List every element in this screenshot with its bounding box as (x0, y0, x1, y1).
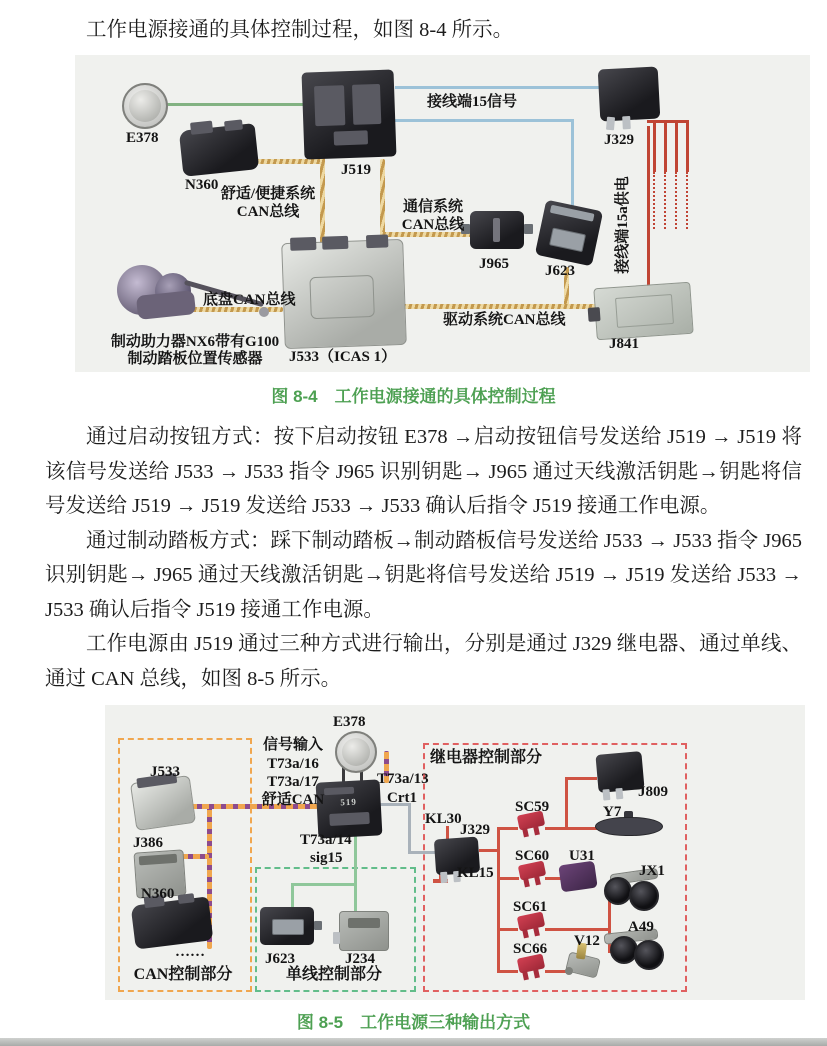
label-drive-can: 驱动系统CAN总线 (443, 312, 566, 328)
module-n360 (179, 123, 259, 177)
label-j329-fig5: J329 (460, 822, 490, 838)
label-signal-input: 信号输入 (262, 737, 323, 753)
label-j533-fig5: J533 (150, 764, 180, 780)
label-n360: N360 (185, 177, 219, 193)
wire-j809-feed (565, 777, 597, 780)
wire-sc59-out (545, 827, 567, 830)
paragraph-start-button-method: 通过启动按钮方式：按下启动按钮 E378 →启动按钮信号发送给 J519 → J519 将该信号发送给 J533 → J533 指令 J965 识别钥匙→ J965 通过天线激活钥匙→钥匙将信号发送给 J519 → J519 发送给 J533 → J533 确认后指令 J519 接通工作电源。 (45, 426, 802, 517)
wire-15a-supply-branch-3 (675, 120, 678, 172)
label-can-section: CAN控制部分 (133, 966, 233, 983)
label-j519: J519 (341, 162, 371, 178)
label-j965: J965 (479, 256, 509, 272)
wire-15a-supply-branch-2 (664, 120, 667, 172)
j965-tab2 (524, 224, 533, 234)
label-sc66: SC66 (513, 941, 548, 957)
label-v12: V12 (574, 933, 600, 949)
label-t73a16: T73a/16 (267, 756, 319, 772)
wire-j809-riser (565, 777, 568, 829)
wire-comm-can-vertical (380, 159, 385, 235)
wire-v12-feed (545, 970, 567, 973)
label-u31: U31 (569, 848, 595, 864)
label-terminal15a-supply: 接线端15a供电 (615, 176, 631, 274)
j965-slot (493, 218, 500, 242)
j809-pin2 (615, 788, 623, 800)
label-comm-can-line2: CAN总线 (401, 217, 465, 233)
sc61-pin (522, 929, 529, 939)
label-comm-can-line1: 通信系统 (402, 199, 463, 215)
j533-lid-line (309, 275, 374, 319)
sc66-pin2 (533, 969, 540, 979)
wire-crt1-h2 (408, 851, 438, 854)
j234-bracket (333, 932, 340, 944)
module-u31 (558, 861, 597, 893)
wire-single-branch (291, 883, 356, 886)
wire-fuse-trunk (497, 827, 500, 971)
fuse-sc61 (518, 914, 546, 942)
j386-top-strip (139, 854, 178, 866)
j623s-tab (314, 921, 322, 930)
j623-display (549, 228, 586, 253)
label-kl30: KL30 (425, 811, 462, 827)
label-j533: J533（ICAS 1） (289, 349, 397, 365)
sc60-pin2 (534, 876, 541, 886)
label-relay-section: 继电器控制部分 (430, 749, 543, 766)
label-j234: J234 (345, 951, 375, 967)
j533-connector3 (366, 234, 388, 248)
label-crt1: Crt1 (387, 790, 417, 806)
j841-panel-line (615, 294, 674, 328)
label-y7: Y7 (603, 804, 622, 820)
label-comfort-can-line2: CAN总线 (236, 204, 300, 220)
n360-connector-tab (190, 121, 213, 135)
label-sig15: sig15 (310, 850, 343, 866)
fuse-sc60 (519, 863, 547, 891)
wire-15a-supply-dotted-1 (653, 172, 655, 229)
jx1-gauge-right (629, 881, 659, 911)
label-j623-fig5: J623 (265, 951, 295, 967)
wire-single-main (354, 835, 357, 913)
wire-y7-feed (567, 827, 597, 830)
label-booster-line1: 制动助力器NX6带有G100 (110, 334, 280, 350)
j234-detail (348, 918, 380, 928)
wire-15a-supply-dotted-3 (675, 172, 677, 229)
label-ellipsis: …… (175, 944, 205, 960)
j519s-slot2 (329, 812, 370, 826)
label-sc61: SC61 (513, 899, 548, 915)
j623-top-ridge (550, 205, 595, 222)
label-j623: J623 (545, 263, 575, 279)
wire-15a-supply-branch-1 (653, 120, 656, 172)
module-j965 (470, 211, 524, 249)
j841-connector (588, 307, 601, 322)
paragraph-output-methods: 工作电源由 J519 通过三种方式进行输出，分别是通过 J329 继电器、通过单线、通过 CAN 总线，如图 8-5 所示。 (45, 633, 802, 690)
j533-connector2 (322, 236, 348, 250)
module-j533-small (130, 775, 196, 831)
label-jx1: JX1 (639, 863, 665, 879)
label-n360-fig5: N360 (141, 886, 175, 902)
label-sc60: SC60 (515, 848, 550, 864)
wire-single-j623 (291, 883, 294, 910)
label-terminal15-signal: 接线端15信号 (427, 94, 518, 110)
wire-15a-supply-dotted-2 (664, 172, 666, 229)
intro-block (45, 13, 802, 48)
sc59-pin2 (533, 826, 540, 836)
j329-pin2 (622, 116, 631, 129)
wire-can-j386 (181, 854, 209, 859)
page-bottom-edge (0, 1038, 827, 1046)
label-t73a13: T73a/13 (377, 771, 429, 787)
label-t73a17: T73a/17 (267, 774, 319, 790)
wire-start-button-signal (164, 103, 303, 106)
figure-8-4-caption: 图 8-4 工作电源接通的具体控制过程 (271, 387, 556, 406)
paragraph-brake-pedal-method: 通过制动踏板方式：踩下制动踏板→制动踏板信号发送给 J533 → J533 指令 J965 识别钥匙→ J965 通过天线激活钥匙→钥匙将信号发送给 J519 → J519 发送给 J533 → J533 确认后指令 J519 接通工作电源。 (45, 529, 802, 621)
j533-connector (290, 237, 316, 251)
figure-8-4 (75, 55, 810, 372)
label-e378: E378 (126, 130, 159, 146)
sc61-pin2 (533, 927, 540, 937)
module-j533 (281, 239, 407, 349)
wire-15a-supply-main (647, 126, 650, 291)
j329-pin (606, 117, 615, 131)
module-j519 (302, 69, 397, 159)
label-a49: A49 (628, 919, 654, 935)
n360s-tab2 (178, 893, 195, 904)
j519-connector-field2 (352, 84, 381, 125)
v12-foot (565, 967, 573, 975)
module-j841 (593, 282, 693, 341)
j519-chip-label: 519 (340, 796, 358, 808)
wire-crt1-v (408, 803, 411, 853)
module-j623 (535, 200, 603, 267)
wire-sc61-in (497, 928, 518, 931)
wire-15a-supply-branch-4 (686, 120, 689, 172)
figure-8-5 (105, 705, 805, 1000)
j809-pin (602, 789, 610, 801)
label-chassis-can: 底盘CAN总线 (203, 292, 296, 308)
label-e378-fig5: E378 (333, 714, 366, 730)
wire-sc60-in (497, 877, 519, 880)
sc60-pin (523, 878, 530, 888)
wire-terminal15-signal-top (395, 86, 601, 89)
label-j841: J841 (609, 336, 639, 352)
wire-sc66-in (497, 970, 518, 973)
module-j623-small (260, 907, 314, 945)
jx1-gauge-left (604, 877, 632, 905)
start-button-e378 (122, 83, 168, 129)
fuse-sc66 (518, 956, 546, 984)
wire-sc61-out (545, 928, 610, 931)
label-single-section: 单线控制部分 (285, 966, 382, 983)
label-j809: J809 (638, 784, 668, 800)
label-booster-line2: 制动踏板位置传感器 (127, 351, 263, 367)
label-j386: J386 (133, 835, 163, 851)
brake-booster-base (136, 290, 196, 320)
a49-gauge-right (634, 940, 664, 970)
wire-sc59-in (497, 827, 518, 830)
wire-terminal15-signal-bottom (395, 119, 573, 122)
relay-j329 (598, 66, 661, 121)
label-comfort-can-line1: 舒适/便捷系统 (220, 186, 316, 202)
body-paragraphs (45, 420, 802, 696)
j519-connector-field (314, 85, 345, 126)
j623s-display (272, 919, 304, 935)
wire-relay-to-trunk (479, 849, 497, 852)
sc66-pin (522, 971, 529, 981)
wire-drive-can (400, 304, 618, 309)
sc59-pin (522, 828, 529, 838)
fuse-sc59 (518, 813, 546, 841)
figure-8-5-caption: 图 8-5 工作电源三种输出方式 (296, 1013, 531, 1032)
label-kl15: KL15 (457, 865, 494, 881)
wire-15a-supply-dotted-4 (686, 172, 688, 229)
label-sc59: SC59 (515, 799, 550, 815)
n360-connector-tab2 (224, 119, 243, 131)
j329s-pin (440, 872, 448, 883)
module-j234 (339, 911, 389, 951)
label-comfort-can-fig5: 舒适CAN (261, 792, 325, 808)
wire-terminal15-signal-drop (571, 119, 574, 212)
j519-connector-field3 (334, 130, 368, 145)
start-button-e378-fig5 (335, 731, 377, 773)
label-t73a14: T73a/14 (300, 832, 352, 848)
intro-paragraph: 工作电源接通的具体控制过程，如图 8-4 所示。 (86, 19, 514, 41)
label-j329: J329 (604, 132, 634, 148)
